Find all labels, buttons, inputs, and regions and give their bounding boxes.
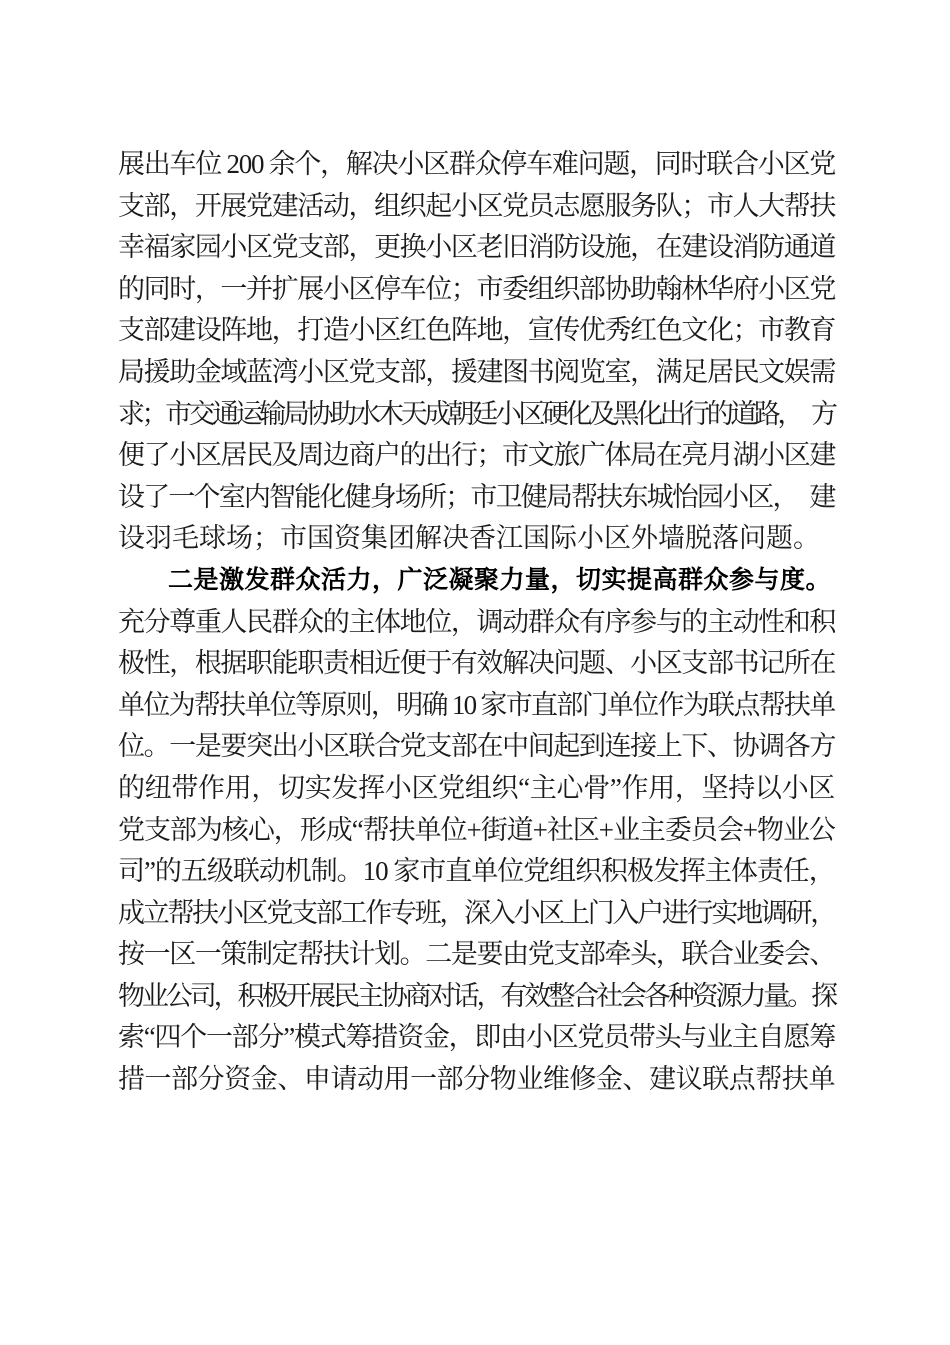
- text-line: 充分尊重人民群众的主体地位，调动群众有序参与的主动性和积: [118, 606, 835, 637]
- text-line: 索“四个一部分”模式筹措资金，即由小区党员带头与业主自愿筹: [118, 1022, 835, 1053]
- text-line: 支部，开展党建活动，组织起小区党员志愿服务队；市人大帮扶: [118, 190, 835, 221]
- text-line: 成立帮扶小区党支部工作专班，深入小区上门入户进行实地调研，: [118, 897, 835, 928]
- text-line: 司”的五级联动机制。10 家市直单位党组织积极发挥主体责任，: [118, 856, 835, 887]
- text-line: 党支部为核心，形成“帮扶单位+街道+社区+业主委员会+物业公: [118, 814, 835, 845]
- text-line: 局援助金域蓝湾小区党支部，援建图书阅览室，满足居民文娱需: [118, 356, 835, 387]
- text-line: 幸福家园小区党支部，更换小区老旧消防设施，在建设消防通道: [118, 232, 835, 263]
- text-line: 求；市交通运输局协助水木天成朝廷小区硬化及黑化出行的道路， 方: [118, 398, 835, 429]
- text-line: 位。一是要突出小区联合党支部在中间起到连接上下、协调各方: [118, 731, 835, 762]
- text-line: 的纽带作用，切实发挥小区党组织“主心骨”作用，坚持以小区: [118, 772, 835, 803]
- text-line: 支部建设阵地，打造小区红色阵地，宣传优秀红色文化；市教育: [118, 315, 835, 346]
- text-line: 的同时，一并扩展小区停车位；市委组织部协助翰林华府小区党: [118, 273, 835, 304]
- section-heading: 二是激发群众活力，广泛凝聚力量，切实提高群众参与度。: [168, 565, 832, 594]
- text-line: 设羽毛球场；市国资集团解决香江国际小区外墙脱落问题。: [118, 523, 820, 554]
- text-line: 展出车位 200 余个，解决小区群众停车难问题，同时联合小区党: [118, 149, 835, 179]
- text-line: 极性，根据职能职责相近便于有效解决问题、小区支部书记所在: [118, 648, 835, 679]
- text-line: 措一部分资金、申请动用一部分物业维修金、建议联点帮扶单: [118, 1064, 835, 1095]
- text-line: 设了一个室内智能化健身场所；市卫健局帮扶东城怡园小区， 建: [118, 481, 835, 512]
- text-line: 按一区一策制定帮扶计划。二是要由党支部牵头，联合业委会、: [118, 939, 835, 970]
- text-line: 物业公司，积极开展民主协商对话，有效整合社会各种资源力量。探: [118, 980, 835, 1011]
- text-line: 便了小区居民及周边商户的出行；市文旅广体局在亮月湖小区建: [118, 440, 835, 471]
- document-text-block: [118, 144, 835, 1101]
- text-line: 单位为帮扶单位等原则，明确 10 家市直部门单位作为联点帮扶单: [118, 689, 835, 720]
